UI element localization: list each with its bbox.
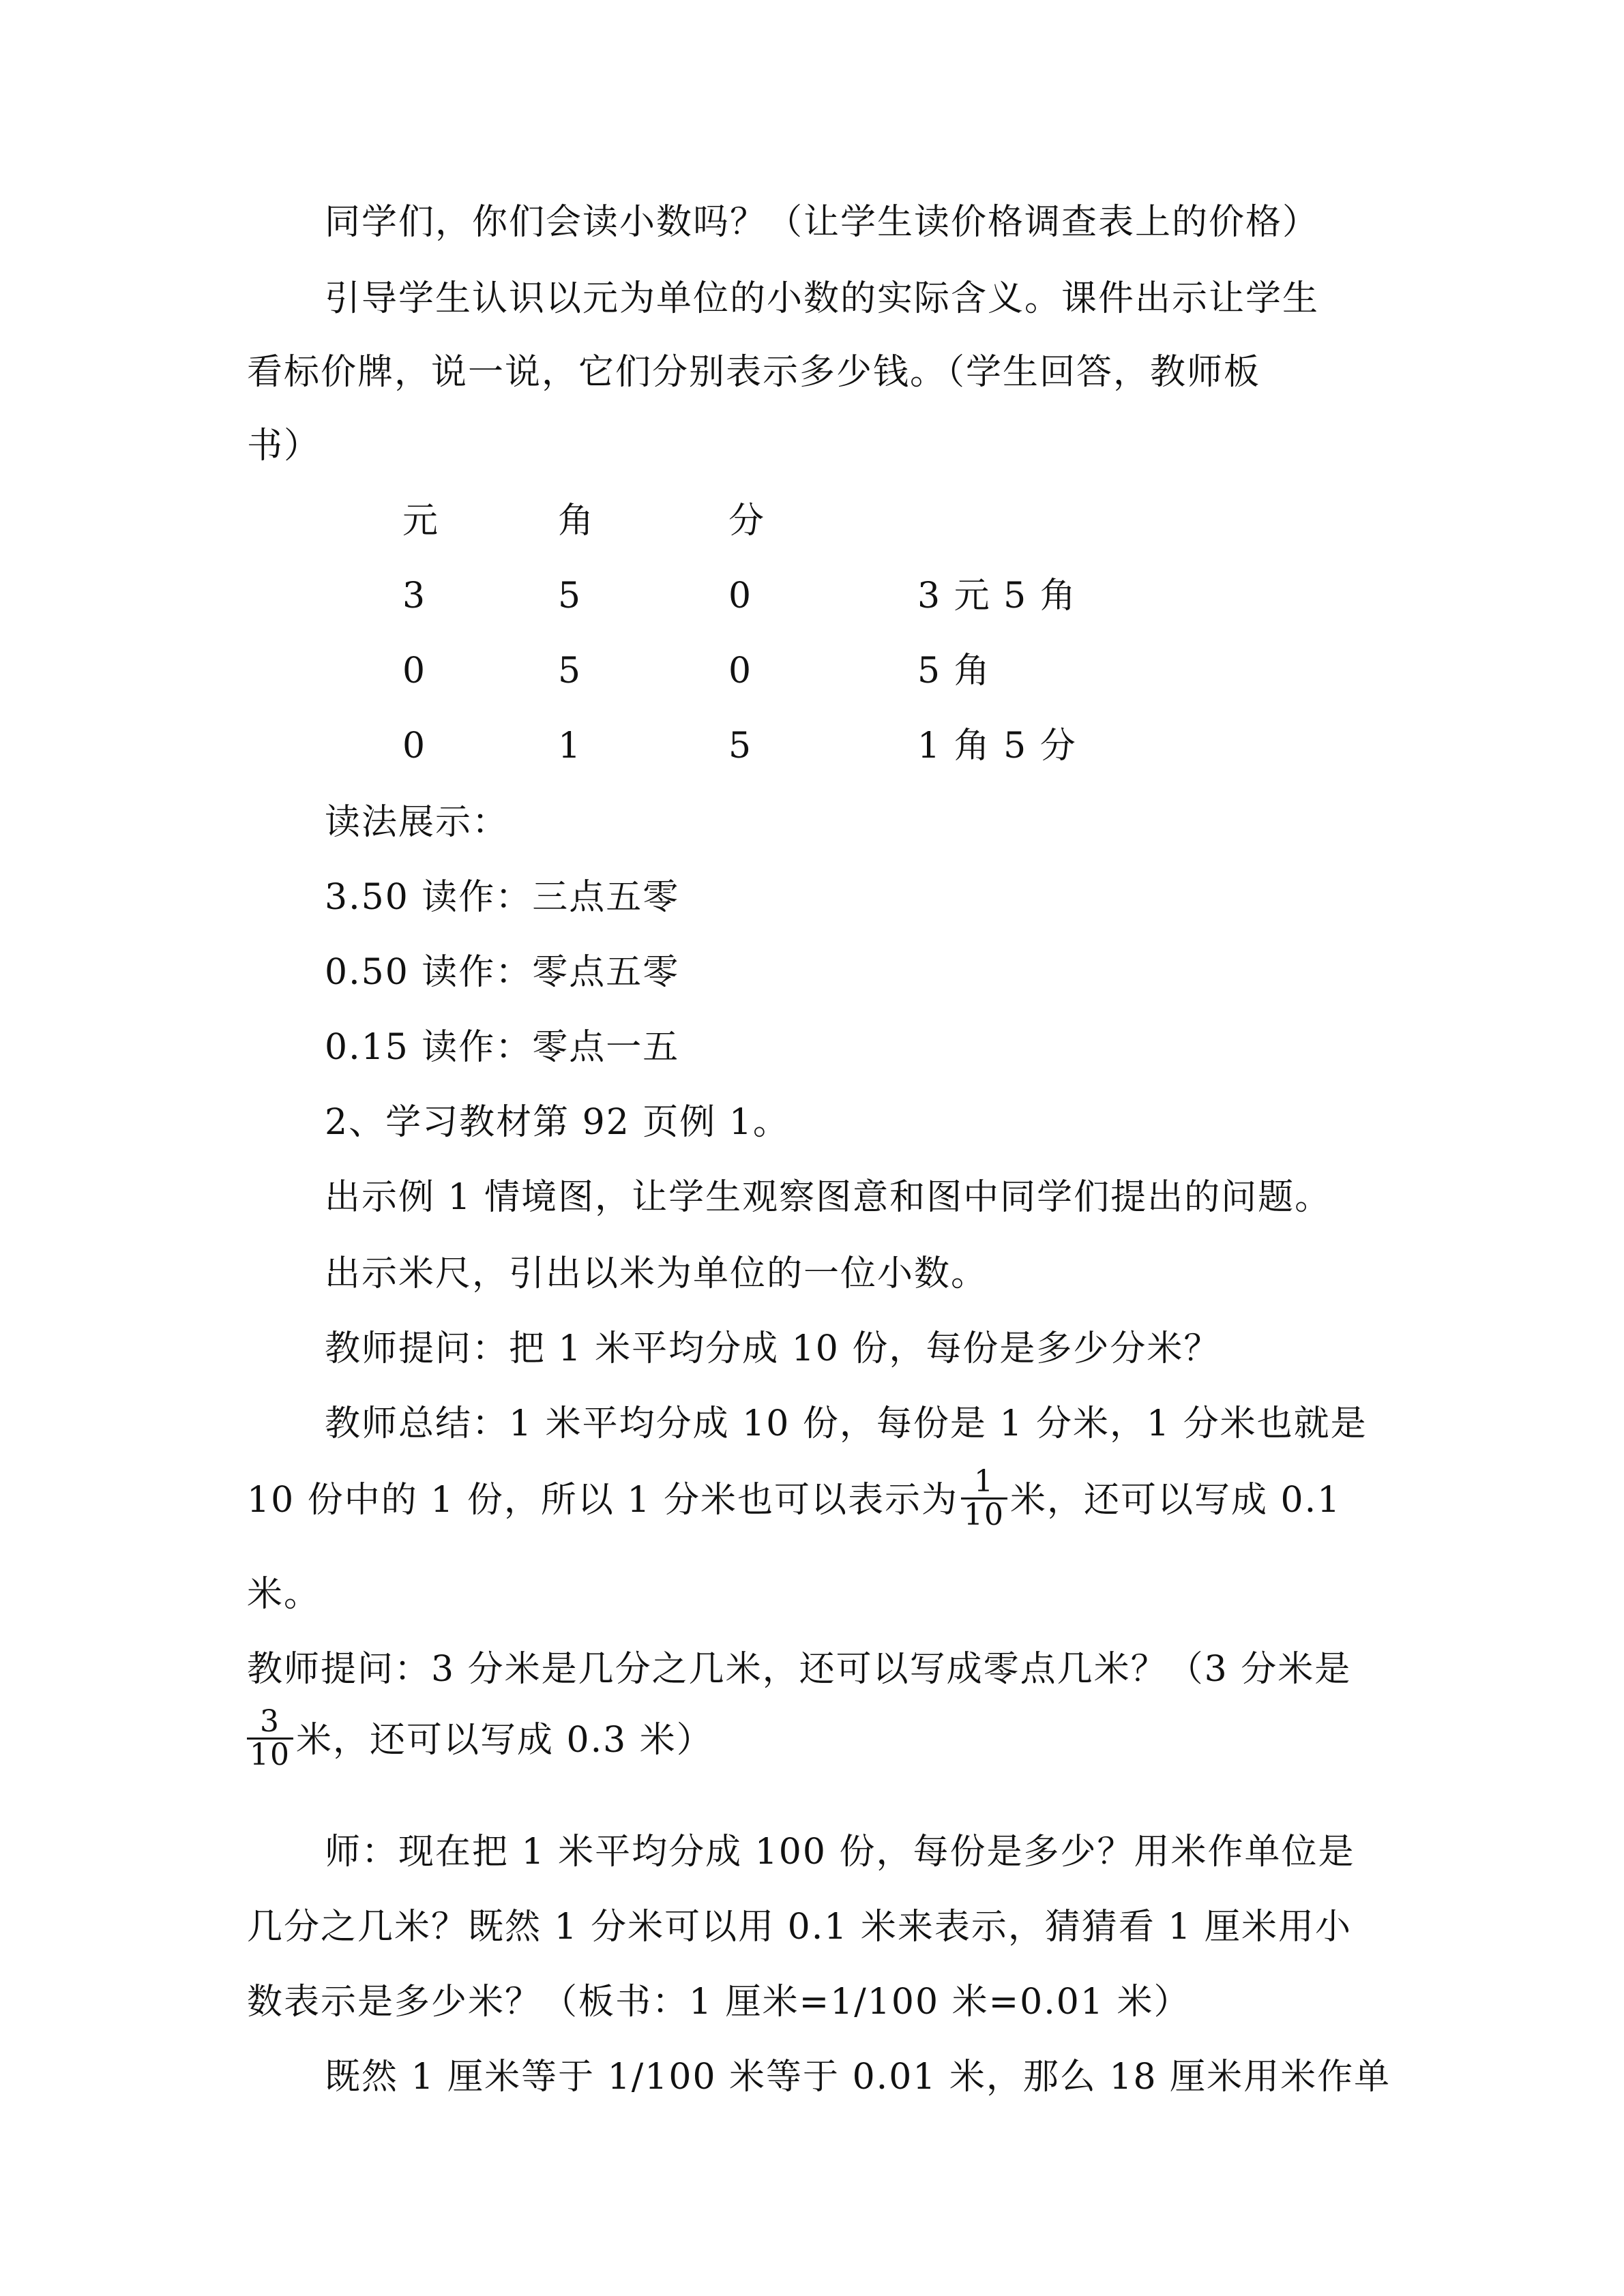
money-table-cell: 1: [558, 726, 582, 766]
paragraph-question-reading-decimals: 同学们，你们会读小数吗？（让学生读价格调查表上的价格）: [325, 202, 1320, 243]
fraction-denominator: 10: [250, 1738, 291, 1773]
money-table-header-fen: 分: [728, 501, 766, 541]
money-table-header-yuan: 元: [402, 501, 440, 541]
money-table-header-jiao: 角: [558, 501, 595, 541]
fraction-one-tenth: [961, 1466, 1007, 1531]
money-table-cell: 0: [728, 576, 753, 616]
paragraph-teacher-question-1: 教师提问：把 1 米平均分成 10 份，每份是多少分米？: [325, 1328, 1221, 1369]
reading-item: 3.50 读作：三点五零: [325, 877, 680, 918]
reading-item: 0.50 读作：零点五零: [325, 952, 680, 993]
money-table-cell: 5: [558, 576, 582, 616]
money-table-cell: 0: [728, 651, 753, 691]
paragraph-centimeter-line2: 几分之几米？既然 1 分米可以用 0.1 米来表示，猜猜看 1 厘米用小: [247, 1907, 1353, 1948]
money-table-cell: 5: [728, 726, 753, 766]
paragraph-teacher-question-2-line1: 教师提问：3 分米是几分之几米，还可以写成零点几米？（3 分米是: [247, 1649, 1352, 1690]
money-table-amount: 1 角 5 分: [917, 726, 1077, 766]
money-table-cell: 0: [402, 651, 427, 691]
money-table-amount: 5 角: [917, 651, 991, 691]
section-heading-example-1: 2、学习教材第 92 页例 1。: [325, 1102, 790, 1143]
summary-text-after-fraction: 米，还可以写成 0.1: [1009, 1480, 1342, 1521]
paragraph-teacher-summary-line3: 米。: [247, 1574, 321, 1615]
paragraph-teacher-summary-line1: 教师总结：1 米平均分成 10 份，每份是 1 分米，1 分米也就是: [325, 1403, 1368, 1444]
reading-item: 0.15 读作：零点一五: [325, 1027, 680, 1068]
paragraph-show-situation: 出示例 1 情境图，让学生观察图意和图中同学们提出的问题。: [325, 1177, 1332, 1218]
money-table-amount: 3 元 5 角: [917, 576, 1077, 616]
summary-text-before-fraction: 10 份中的 1 份，所以 1 分米也可以表示为: [247, 1480, 958, 1521]
paragraph-price-meaning-line1: 引导学生认识以元为单位的小数的实际含义。课件出示让学生: [325, 278, 1320, 319]
paragraph-centimeter-line3: 数表示是多少米？（板书：1 厘米=1/100 米=0.01 米）: [247, 1982, 1191, 2023]
fraction-numerator: 1: [961, 1466, 1007, 1500]
paragraph-show-meter-ruler: 出示米尺，引出以米为单位的一位小数。: [325, 1253, 988, 1294]
reading-display-title: 读法展示：: [325, 802, 510, 843]
paragraph-teacher-summary-line2: [247, 1464, 1342, 1535]
question-2-text-after-fraction: 米，还可以写成 0.3 米）: [296, 1720, 713, 1761]
money-table-cell: 5: [558, 651, 582, 691]
fraction-numerator: 3: [247, 1706, 293, 1740]
paragraph-eighteen-centimeters: 既然 1 厘米等于 1/100 米等于 0.01 米，那么 18 厘米用米作单: [325, 2057, 1391, 2098]
paragraph-price-meaning-line3: 书）: [247, 426, 321, 466]
fraction-denominator: 10: [963, 1497, 1005, 1533]
paragraph-centimeter-line1: 师：现在把 1 米平均分成 100 份，每份是多少？用米作单位是: [325, 1832, 1355, 1873]
paragraph-teacher-question-2-line2: [247, 1704, 713, 1775]
paragraph-price-meaning-line2: 看标价牌，说一说，它们分别表示多少钱。（学生回答，教师板: [247, 352, 1261, 393]
fraction-three-tenths: [247, 1706, 293, 1771]
money-table-cell: 3: [402, 576, 427, 616]
money-table-cell: 0: [402, 726, 427, 766]
